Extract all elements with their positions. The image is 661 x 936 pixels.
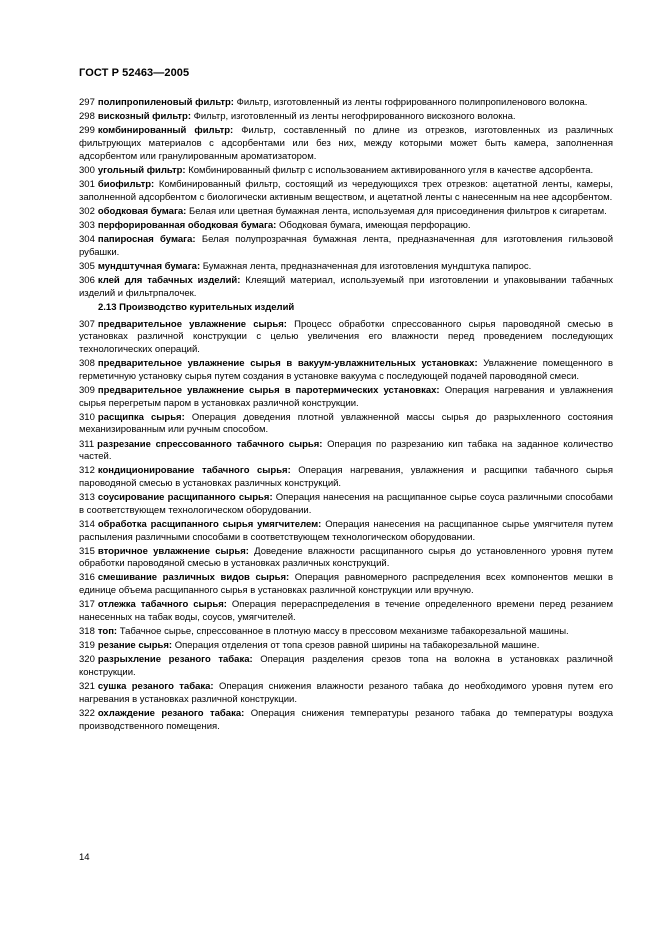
entry-number: 311 <box>79 438 95 450</box>
definition-entry <box>79 640 613 653</box>
entry-number: 298 <box>79 111 95 123</box>
entry-definition: Операция нанесения на расщипанное сырье умягчителя путем распыления различными способами в соответствующем технологическом оборудовании. <box>79 518 614 543</box>
definition-entry <box>79 206 613 219</box>
entry-number: 320 <box>79 654 95 666</box>
entry-number: 297 <box>79 97 95 108</box>
definition-entry <box>79 319 613 357</box>
entries-list-a <box>79 97 613 300</box>
entry-number: 300 <box>79 164 95 176</box>
entry-term: сушка резаного табака: <box>97 681 214 693</box>
document-header: ГОСТ Р 52463—2005 <box>79 67 190 79</box>
definition-entry <box>79 385 613 410</box>
definition-entry <box>79 234 613 259</box>
entry-number: 301 <box>79 178 95 190</box>
entry-definition: Операция отделения от топа срезов равной ширины на табакорезальной машине. <box>174 640 540 652</box>
entry-number: 299 <box>79 125 95 137</box>
entry-term: разрезание спрессованного табачного сырья: <box>97 438 323 450</box>
definition-entry <box>79 708 613 733</box>
entry-term: обработка расщипанного сырья умягчителем: <box>97 518 322 530</box>
entry-number: 317 <box>79 599 95 611</box>
entry-definition: Операция нагревания и увлажнения сырья перегретым паром в установках различной конструкции. <box>79 385 614 409</box>
entry-number: 315 <box>79 545 95 557</box>
entry-definition: Операция нанесения на расщипанное сырье соуса различными способами в соответствующем технологическом оборудовании. <box>79 492 613 516</box>
entry-term: вискозный фильтр: <box>97 111 191 123</box>
definition-entry <box>79 681 613 706</box>
section-heading: 2.13 Производство курительных изделий <box>98 302 295 314</box>
page-number: 14 <box>79 852 90 863</box>
definition-entry <box>79 465 613 490</box>
entry-definition: Операция перераспределения в течение определенного времени перед резанием нанесенных на табак воды, соусов, умягчителей. <box>79 599 613 623</box>
entry-definition: Белая или цветная бумажная лента, используемая для присоединения фильтров к сигаретам. <box>188 205 607 217</box>
entry-definition: Процесс обработки спрессованного сырья пароводяной смесью в установках различной конструкции с целью увеличения его влажности перед проведением последующих технологических операций. <box>79 318 613 356</box>
entry-definition: Фильтр, составленный по длине из отрезков, изготовленных из различных фильтрующих материалов с адсорбентами или без них, между которыми может быть камера, заполненная адсорбентом или гранулированным ароматизатором. <box>79 125 614 162</box>
entry-definition: Фильтр, изготовленный из ленты гофрированного полипропиленового волокна. <box>236 97 588 108</box>
entry-definition: Бумажная лента, предназначенная для изготовления мундштука папирос. <box>202 260 532 272</box>
definition-entry <box>79 412 613 437</box>
entry-definition: Операция разделения срезов топа на волокна в установках различной конструкции. <box>79 654 613 678</box>
entry-term: охлаждение резаного табака: <box>97 707 245 719</box>
entry-number: 322 <box>79 707 95 719</box>
entry-definition: Операция нагревания, увлажнения и расщипки табачного сырья пароводяной смесью в установках различных конструкций. <box>79 465 613 489</box>
entry-number: 314 <box>79 518 95 530</box>
entry-term: разрыхление резаного табака: <box>97 654 253 666</box>
entry-term: вторичное увлажнение сырья: <box>97 545 249 557</box>
entry-term: предварительное увлажнение сырья в вакуум-увлажнительных установках: <box>97 358 478 370</box>
entry-number: 318 <box>79 626 95 638</box>
entry-number: 308 <box>79 358 95 370</box>
entry-definition: Ободковая бумага, имеющая перфорацию. <box>279 219 471 231</box>
definition-entry <box>79 275 613 300</box>
document-body <box>79 97 613 735</box>
entry-number: 309 <box>79 385 95 396</box>
entry-definition: Доведение влажности расщипанного сырья до установленного уровня путем обработки пароводяной смесью в установках различных конструкций. <box>79 545 613 570</box>
entry-definition: Клеящий материал, используемый при изготовлении и упаковывании табачных изделий и фильтрпалочек. <box>79 275 614 299</box>
entry-term: мундштучная бумага: <box>97 260 201 272</box>
entry-definition: Табачное сырье, спрессованное в плотную массу в прессовом механизме табакорезальной машины. <box>119 626 569 638</box>
entry-number: 319 <box>79 640 95 652</box>
entry-term: комбинированный фильтр: <box>97 125 234 137</box>
entry-definition: Операция по разрезанию кип табака на заданное количество частей. <box>79 438 613 463</box>
definition-entry <box>79 519 613 544</box>
entry-number: 321 <box>79 681 95 693</box>
definition-entry <box>79 572 613 597</box>
entry-number: 313 <box>79 492 95 504</box>
definition-entry <box>79 439 613 464</box>
entry-term: биофильтр: <box>97 178 155 190</box>
definition-entry <box>79 220 613 233</box>
entry-term: кондиционирование табачного сырья: <box>97 465 291 477</box>
entry-number: 316 <box>79 572 95 584</box>
entries-list-b <box>79 319 613 733</box>
entry-term: угольный фильтр: <box>97 164 186 176</box>
entry-definition: Операция снижения температуры резаного табака до температуры воздуха производственного помещения. <box>79 707 613 732</box>
definition-entry <box>79 546 613 571</box>
definition-entry <box>79 654 613 679</box>
entry-definition: Комбинированный фильтр, состоящий из чередующихся трех отрезков: ацетатной ленты, камеры, заполненной адсорбентом с биологически активным веществом, и ацетатной ленты с нанесенным на нее адсорбентом. <box>79 178 614 203</box>
entry-term: отлежка табачного сырья: <box>97 599 227 611</box>
entry-term: резание сырья: <box>97 640 173 652</box>
entry-definition: Фильтр, изготовленный из ленты негофрированного вискозного волокна. <box>193 111 516 123</box>
entry-definition: Операция равномерного распределения всех компонентов мешки в единице объема расщипанного сырья в установках различной конструкции или вручную. <box>79 572 613 597</box>
definition-entry <box>79 111 613 124</box>
entry-term: расщипка сырья: <box>97 411 185 423</box>
definition-entry <box>79 492 613 517</box>
entry-number: 312 <box>79 465 95 477</box>
entry-term: папиросная бумага: <box>97 234 196 246</box>
entry-term: предварительное увлажнение сырья в паротермических установках: <box>97 385 440 396</box>
entry-term: ободковая бумага: <box>97 205 187 217</box>
entry-number: 307 <box>79 318 95 330</box>
entry-term: полипропиленовый фильтр: <box>97 97 234 108</box>
entry-number: 310 <box>79 411 95 423</box>
entry-term: перфорированная ободковая бумага: <box>97 219 277 231</box>
entry-definition: Операция доведения плотной увлажненной массы сырья до разрыхленного состояния механизированным или ручным способом. <box>79 411 614 436</box>
definition-entry <box>79 125 613 163</box>
entry-definition: Увлажнение помещенного в герметичную установку сырья путем создания в установке вакуума с последующей подачей пароводяной смеси. <box>79 358 614 382</box>
entry-definition: Операция снижения влажности резаного табака до необходимого уровня путем его нагревания в установках различной конструкции. <box>79 681 614 705</box>
definition-entry <box>79 179 613 204</box>
entry-term: предварительное увлажнение сырья: <box>97 318 287 330</box>
entry-number: 304 <box>79 234 95 246</box>
entry-term: топ: <box>97 626 118 638</box>
entry-definition: Белая полупрозрачная бумажная лента, предназначенная для изготовления гильзовой рубашки. <box>79 234 614 258</box>
entry-term: клей для табачных изделий: <box>97 275 241 287</box>
definition-entry <box>79 599 613 624</box>
entry-number: 306 <box>79 275 95 287</box>
definition-entry <box>79 626 613 639</box>
entry-definition: Комбинированный фильтр с использованием активированного угля в качестве адсорбента. <box>188 164 594 176</box>
definition-entry <box>79 165 613 178</box>
entry-number: 302 <box>79 205 95 217</box>
entry-term: соусирование расщипанного сырья: <box>97 492 273 504</box>
definition-entry <box>79 97 613 110</box>
entry-number: 305 <box>79 260 95 272</box>
definition-entry <box>79 261 613 274</box>
entry-term: смешивание различных видов сырья: <box>97 572 290 584</box>
entry-number: 303 <box>79 219 95 231</box>
definition-entry <box>79 358 613 383</box>
